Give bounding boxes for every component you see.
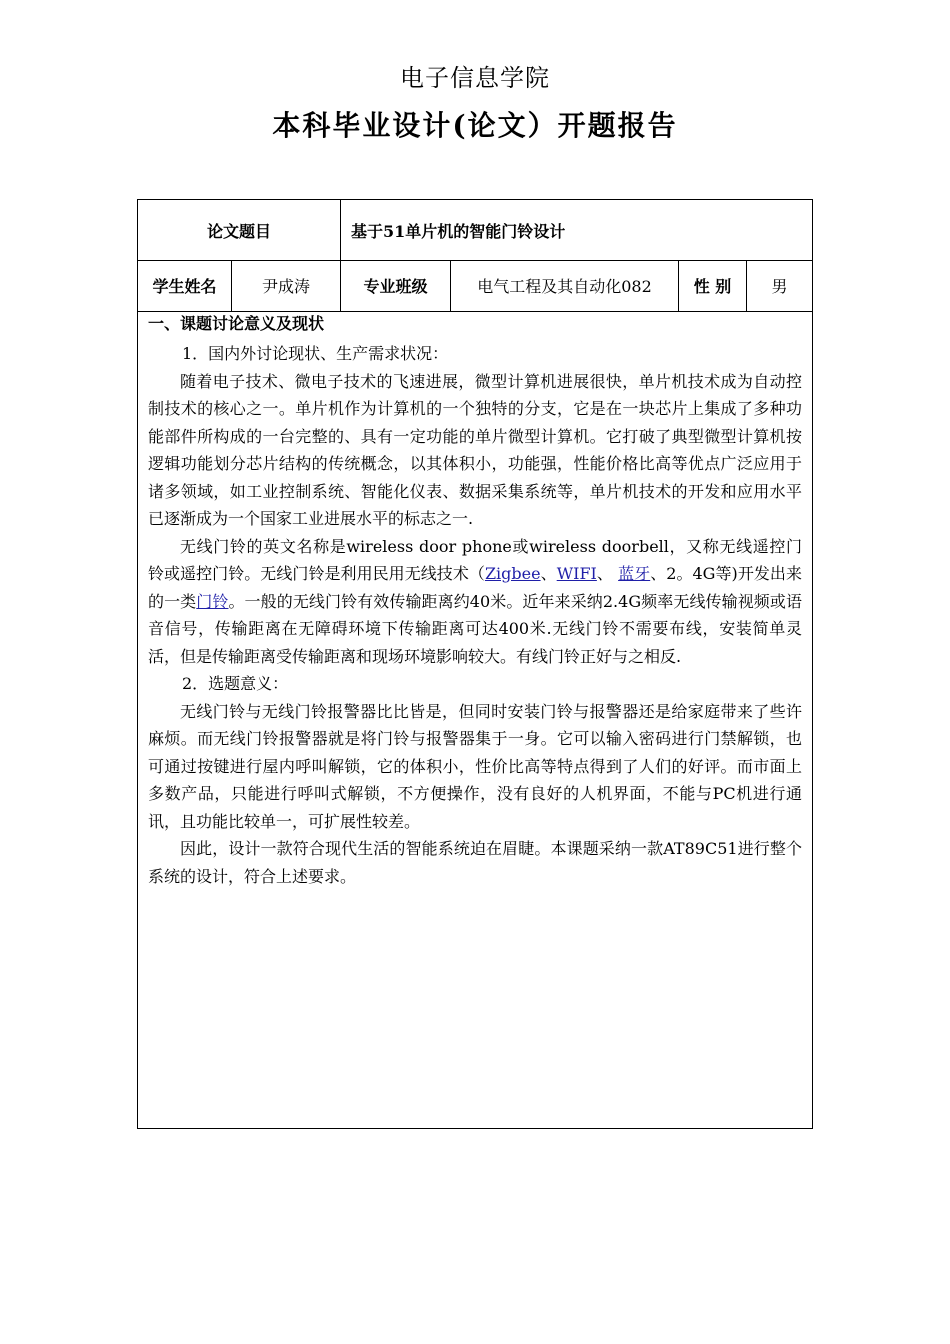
section-heading: 一、课题讨论意义及现状 [148,314,325,333]
text-segment: 、2。4G等)开发出来的一类 [148,564,802,611]
link-wifi[interactable]: WIFI [556,564,597,583]
school-name: 电子信息学院 [400,64,550,92]
page-title: 本科毕业设计(论文）开题报告 [272,109,678,142]
paragraph-intro: 随着电子技术、微电子技术的飞速进展，微型计算机进展很快，单片机技术成为自动控制技术的核心之一。单片机作为计算机的一个独特的分支，它是在一块芯片上集成了多种功能部件所构成的一台完整的、具有一定功能的单片微型计算机。它打破了典型微型计算机按逻辑功能划分芯片结构的传统概念，以其体积小，功能强，性能价格比高等优点广泛应用于诸多领域，如工业控制系统、智能化仪表、数据采集系统等，单片机技术的开发和应用水平已逐渐成为一个国家工业进展水平的标志之一. [148,371,802,528]
subheading-significance: 2．选题意义： [182,674,289,693]
link-doorbell[interactable]: 门铃 [196,591,229,611]
gender-value: 男 [746,260,812,311]
name-label: 学生姓名 [152,277,217,296]
subheading-status: 1．国内外讨论现状、生产需求状况： [182,344,449,363]
topic-label: 论文题目 [206,221,271,241]
paragraph-conclusion: 因此，设计一款符合现代生活的智能系统迫在眉睫。本课题采纳一款AT89C51进行整个系统的设计，符合上述要求。 [148,839,802,886]
paragraph-significance: 无线门铃与无线门铃报警器比比皆是，但同时安装门铃与报警器还是给家庭带来了些许麻烦。而无线门铃报警器就是将门铃与报警器集于一身。它可以输入密码进行门禁解锁，也可通过按键进行屋内呼叫解锁，它的体积小，性价比高等特点得到了人们的好评。而市面上多数产品，只能进行呼叫式解锁，不方便操作，没有良好的人机界面，不能与PC机进行通讯，且功能比较单一，可扩展性较差。 [148,701,802,831]
text-segment: 。一般的无线门铃有效传输距离约40米。近年来采纳2.4G频率无线传输视频或语音信号，传输距离在无障碍环境下传输距离可达400米.无线门铃不需要布线，安装简单灵活，但是传输距离受传输距离和现场环境影响较大。有线门铃正好与之相反. [148,591,802,666]
paragraph-wireless [148,533,802,671]
student-row [138,260,812,312]
link-zigbee[interactable]: Zigbee [484,564,541,583]
topic-row [138,200,812,261]
text-segment: 无线门铃的英文名称是wireless door phone或wireless doorbell，又称无线遥控门铃或遥控门铃。无线门铃是利用民用无线技术（ [148,536,802,583]
link-bluetooth[interactable]: 蓝牙 [618,564,651,583]
topic-value: 基于51单片机的智能门铃设计 [340,200,812,260]
class-value: 电气工程及其自动化082 [450,260,678,311]
text-segment: 、 [540,564,557,583]
text-segment: 、 [596,564,619,583]
content-body [138,312,812,890]
class-label: 专业班级 [340,260,450,311]
gender-label: 性 别 [678,260,746,311]
proposal-form [137,199,813,1129]
name-value: 尹成涛 [231,260,340,311]
